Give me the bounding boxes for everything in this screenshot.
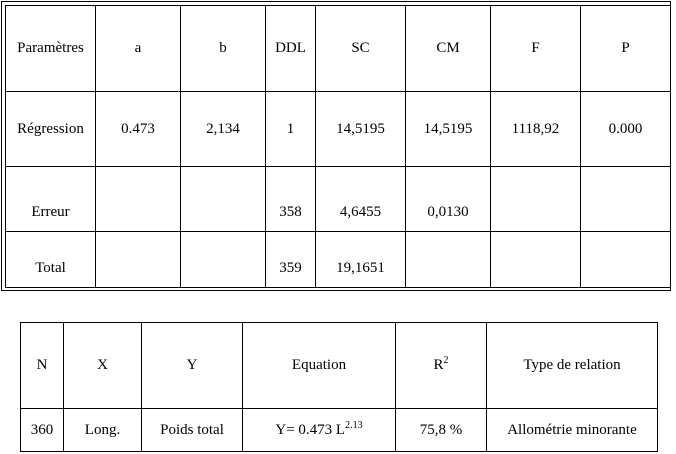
equation-base: Y= 0.473 L [275, 421, 346, 438]
cell-x: Long. [64, 409, 142, 452]
header-b: b [181, 6, 266, 92]
header-n: N [21, 323, 64, 409]
header-f: F [491, 6, 581, 92]
cell-sc: 4,6455 [316, 167, 406, 232]
row-label: Total [6, 232, 96, 288]
header-ddl: DDL [266, 6, 316, 92]
header-cm: CM [406, 6, 491, 92]
header-sc: SC [316, 6, 406, 92]
anova-header-row [6, 6, 671, 92]
cell-sc: 14,5195 [316, 92, 406, 167]
cell-f [491, 167, 581, 232]
cell-sc: 19,1651 [316, 232, 406, 288]
header-y: Y [142, 323, 243, 409]
cell-b [181, 167, 266, 232]
header-parametres: Paramètres [6, 6, 96, 92]
header-x: X [64, 323, 142, 409]
header-r-letter: R [433, 357, 444, 373]
cell-ddl: 358 [266, 167, 316, 232]
relation-table [20, 322, 658, 452]
header-p: P [581, 6, 671, 92]
row-label: Erreur [6, 167, 96, 232]
table-row [21, 409, 658, 452]
cell-equation [243, 409, 396, 452]
cell-r2: 75,8 % [396, 409, 487, 452]
header-r2 [396, 323, 487, 409]
cell-a [96, 167, 181, 232]
header-a: a [96, 6, 181, 92]
cell-a: 0.473 [96, 92, 181, 167]
table-row [6, 232, 671, 288]
cell-b [181, 232, 266, 288]
row-label: Régression [6, 92, 96, 167]
header-type-relation: Type de relation [487, 323, 658, 409]
cell-ddl: 1 [266, 92, 316, 167]
anova-table [5, 5, 671, 288]
cell-cm [406, 232, 491, 288]
cell-ddl: 359 [266, 232, 316, 288]
cell-b: 2,134 [181, 92, 266, 167]
cell-type-relation: Allométrie minorante [487, 409, 658, 452]
cell-n: 360 [21, 409, 64, 452]
header-r-exponent: 2 [443, 355, 449, 366]
cell-f: 1118,92 [491, 92, 581, 167]
cell-p [581, 167, 671, 232]
cell-p: 0.000 [581, 92, 671, 167]
table-row [6, 92, 671, 167]
cell-cm: 14,5195 [406, 92, 491, 167]
cell-cm: 0,0130 [406, 167, 491, 232]
cell-p [581, 232, 671, 288]
cell-a [96, 232, 181, 288]
equation-exponent: 2.13 [345, 419, 363, 431]
cell-f [491, 232, 581, 288]
cell-y: Poids total [142, 409, 243, 452]
table-row [6, 167, 671, 232]
header-equation: Equation [243, 323, 396, 409]
relation-header-row [21, 323, 658, 409]
